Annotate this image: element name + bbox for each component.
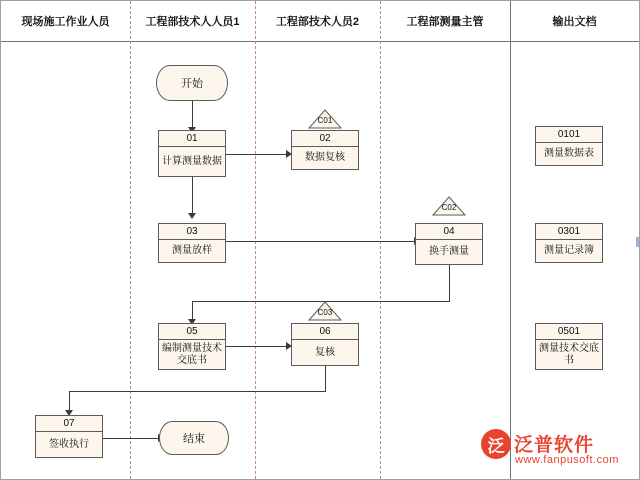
terminator-end[interactable] (159, 421, 229, 455)
task-label: 计算测量数据 (162, 155, 222, 167)
task-label: 换手测量 (429, 246, 469, 257)
lane-title: 工程部测量主管 (406, 16, 484, 28)
task-label: 复核 (315, 346, 335, 358)
terminator-start[interactable] (156, 65, 228, 101)
task-label: 签收执行 (49, 438, 89, 450)
lane-separator-3 (380, 1, 381, 479)
terminator-label: 结束 (183, 433, 205, 445)
task-number: 05 (159, 324, 225, 340)
badge-label: C03 (317, 308, 333, 317)
document-number: 0501 (536, 324, 602, 340)
task-number: 01 (159, 131, 225, 147)
task-node-03[interactable] (158, 223, 226, 263)
task-node-05[interactable] (158, 323, 226, 370)
connector-06-to-07 (69, 391, 326, 392)
badge-label: C02 (441, 203, 457, 212)
lane-title: 现场施工作业人员 (21, 16, 110, 28)
document-number: 0301 (536, 224, 602, 240)
connector-badge-c01 (308, 109, 342, 129)
lane-header-4 (510, 1, 639, 41)
connector-01-to-03 (192, 177, 193, 216)
task-node-07[interactable] (35, 415, 103, 458)
document-label: 测量记录簿 (544, 245, 594, 256)
connector-03-to-04 (226, 241, 416, 242)
task-node-02[interactable] (291, 130, 359, 170)
connector-badge-c02 (432, 196, 466, 216)
lane-title: 工程部技术人员2 (275, 16, 360, 28)
header-divider (1, 41, 639, 42)
task-node-04[interactable] (415, 223, 483, 265)
lane-separator-4 (510, 1, 511, 479)
document-node-0101[interactable] (535, 126, 603, 166)
connector-05-to-06 (226, 346, 288, 347)
lane-header-0 (1, 1, 130, 41)
brand-watermark (481, 427, 631, 473)
lane-title: 工程部技术人人员1 (145, 16, 240, 28)
connector-start-to-01 (192, 101, 193, 130)
connector-badge-c03 (308, 301, 342, 321)
brand-url: www.fanpusoft.com (515, 454, 619, 466)
connector-07-to-end (103, 438, 159, 439)
lane-separator-2 (255, 1, 256, 479)
task-node-01[interactable] (158, 130, 226, 177)
lane-header-2 (255, 1, 380, 41)
document-number: 0101 (536, 127, 602, 143)
lane-header-1 (130, 1, 255, 41)
document-node-0301[interactable] (535, 223, 603, 263)
connector-01-to-02 (226, 154, 288, 155)
badge-label: C01 (317, 116, 333, 125)
task-label: 测量放样 (172, 245, 212, 256)
lane-title: 输出文档 (552, 16, 597, 28)
terminator-label: 开始 (181, 78, 203, 90)
document-label: 测量技术交底书 (539, 342, 599, 366)
connector-06-down (325, 366, 326, 391)
brand-logo-icon: 泛 (481, 429, 511, 459)
arrowhead (188, 213, 196, 219)
task-number: 04 (416, 224, 482, 240)
task-number: 06 (292, 324, 358, 340)
lane-header-3 (380, 1, 510, 41)
document-node-0501[interactable] (535, 323, 603, 370)
task-number: 07 (36, 416, 102, 432)
scroll-edge-marker (636, 237, 639, 247)
lane-separator-1 (130, 1, 131, 479)
connector-04-down (449, 265, 450, 301)
task-number: 03 (159, 224, 225, 240)
task-label: 数据复核 (305, 152, 345, 163)
brand-name: 泛普软件 (514, 435, 595, 456)
task-node-06[interactable] (291, 323, 359, 366)
document-label: 测量数据表 (544, 148, 594, 159)
task-number: 02 (292, 131, 358, 147)
task-label: 编制测量技术交底书 (162, 342, 222, 366)
